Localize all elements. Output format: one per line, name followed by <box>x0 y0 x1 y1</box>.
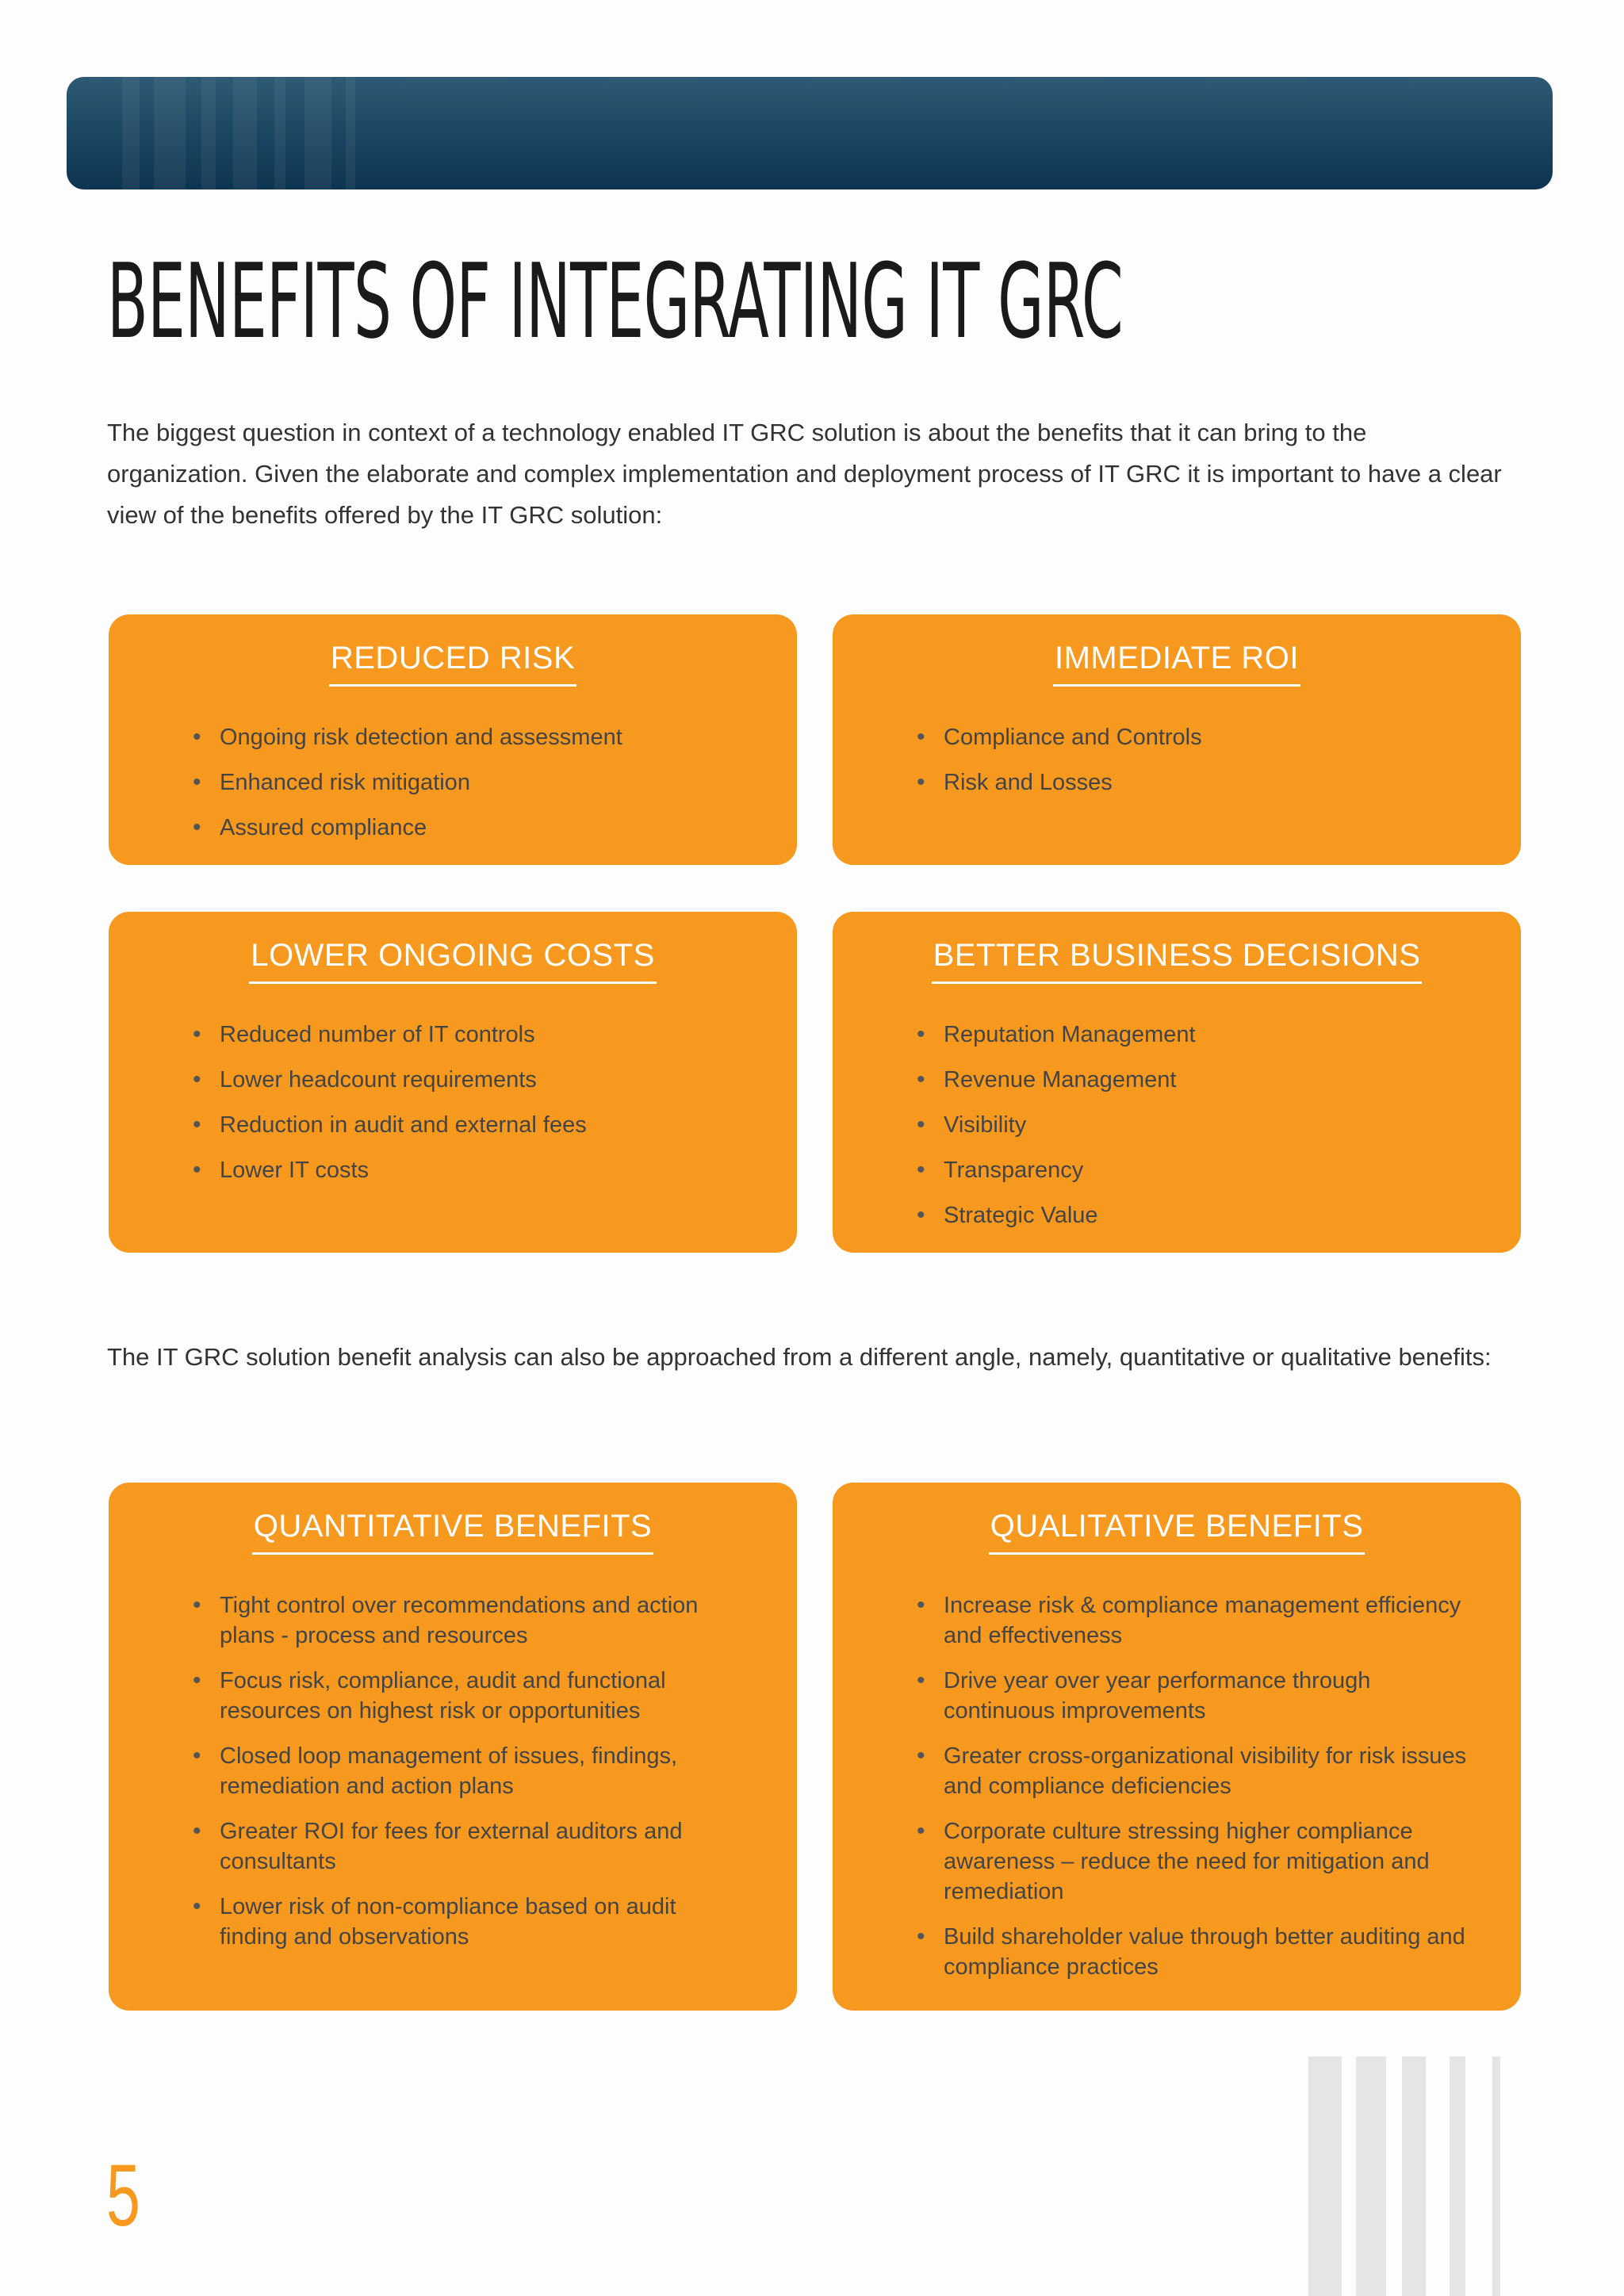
header-stripe <box>122 77 140 189</box>
list-item: • Enhanced risk mitigation <box>193 767 749 798</box>
list-item: • Lower headcount requirements <box>193 1065 749 1095</box>
list-item: • Build shareholder value through better auditing and compliance practices <box>917 1922 1473 1982</box>
page-number: 5 <box>106 2147 140 2244</box>
card-title: QUALITATIVE BENEFITS <box>989 1506 1365 1555</box>
header-stripe <box>346 77 355 189</box>
list-item: • Ongoing risk detection and assessment <box>193 722 749 752</box>
list-item: • Focus risk, compliance, audit and functional resources on highest risk or opportunities <box>193 1666 749 1726</box>
card-immediate-roi <box>833 614 1521 865</box>
list-item: • Transparency <box>917 1155 1473 1185</box>
benefit-list <box>193 722 749 858</box>
benefit-list <box>193 1590 749 1967</box>
card-quantitative-benefits <box>109 1483 797 2011</box>
list-item: • Increase risk & compliance management efficiency and effectiveness <box>917 1590 1473 1651</box>
card-title: QUANTITATIVE BENEFITS <box>252 1506 653 1555</box>
list-item: • Greater ROI for fees for external auditors and consultants <box>193 1816 749 1877</box>
list-item: • Reduction in audit and external fees <box>193 1110 749 1140</box>
list-item: • Strategic Value <box>917 1200 1473 1230</box>
list-item: • Risk and Losses <box>917 767 1473 798</box>
card-title: IMMEDIATE ROI <box>1053 638 1300 687</box>
decorative-bar <box>1308 2057 1342 2296</box>
list-item: • Corporate culture stressing higher compliance awareness – reduce the need for mitigation and remediation <box>917 1816 1473 1907</box>
benefit-list <box>917 722 1473 813</box>
card-better-business-decisions <box>833 912 1521 1253</box>
card-lower-ongoing-costs <box>109 912 797 1253</box>
list-item: • Tight control over recommendations and action plans - process and resources <box>193 1590 749 1651</box>
header-bar <box>67 77 1553 189</box>
benefit-list <box>193 1020 749 1200</box>
list-item: • Lower risk of non-compliance based on audit finding and observations <box>193 1892 749 1952</box>
secondary-paragraph: The IT GRC solution benefit analysis can also be approached from a different angle, namely, quantitative or qualitative benefits: <box>107 1343 1492 1371</box>
decorative-bar <box>1356 2057 1386 2296</box>
list-item: • Drive year over year performance through continuous improvements <box>917 1666 1473 1726</box>
card-qualitative-benefits <box>833 1483 1521 2011</box>
intro-paragraph: The biggest question in context of a technology enabled IT GRC solution is about the benefits that it can bring to the organization. Given the elaborate and complex implementation and deployment process of IT GRC it is important to have a clear view of the benefits offered by the IT GRC solution: <box>107 419 1502 529</box>
benefit-list <box>917 1020 1473 1246</box>
list-item: • Reduced number of IT controls <box>193 1020 749 1050</box>
list-item: • Reputation Management <box>917 1020 1473 1050</box>
list-item: • Visibility <box>917 1110 1473 1140</box>
header-stripe <box>304 77 331 189</box>
page-title: BENEFITS OF INTEGRATING IT GRC <box>107 241 1124 362</box>
decorative-bar <box>1492 2057 1500 2296</box>
card-title: LOWER ONGOING COSTS <box>249 936 657 984</box>
list-item: • Revenue Management <box>917 1065 1473 1095</box>
header-stripe <box>274 77 285 189</box>
list-item: • Compliance and Controls <box>917 722 1473 752</box>
header-stripe <box>154 77 186 189</box>
list-item: • Lower IT costs <box>193 1155 749 1185</box>
decorative-bar <box>1450 2057 1465 2296</box>
card-title: BETTER BUSINESS DECISIONS <box>932 936 1423 984</box>
header-stripe <box>233 77 257 189</box>
card-title: REDUCED RISK <box>329 638 576 687</box>
header-stripe <box>201 77 216 189</box>
benefit-list <box>917 1590 1473 1997</box>
list-item: • Greater cross-organizational visibility for risk issues and compliance deficiencies <box>917 1741 1473 1801</box>
decorative-bar <box>1402 2057 1426 2296</box>
list-item: • Assured compliance <box>193 813 749 843</box>
card-reduced-risk <box>109 614 797 865</box>
list-item: • Closed loop management of issues, findings, remediation and action plans <box>193 1741 749 1801</box>
